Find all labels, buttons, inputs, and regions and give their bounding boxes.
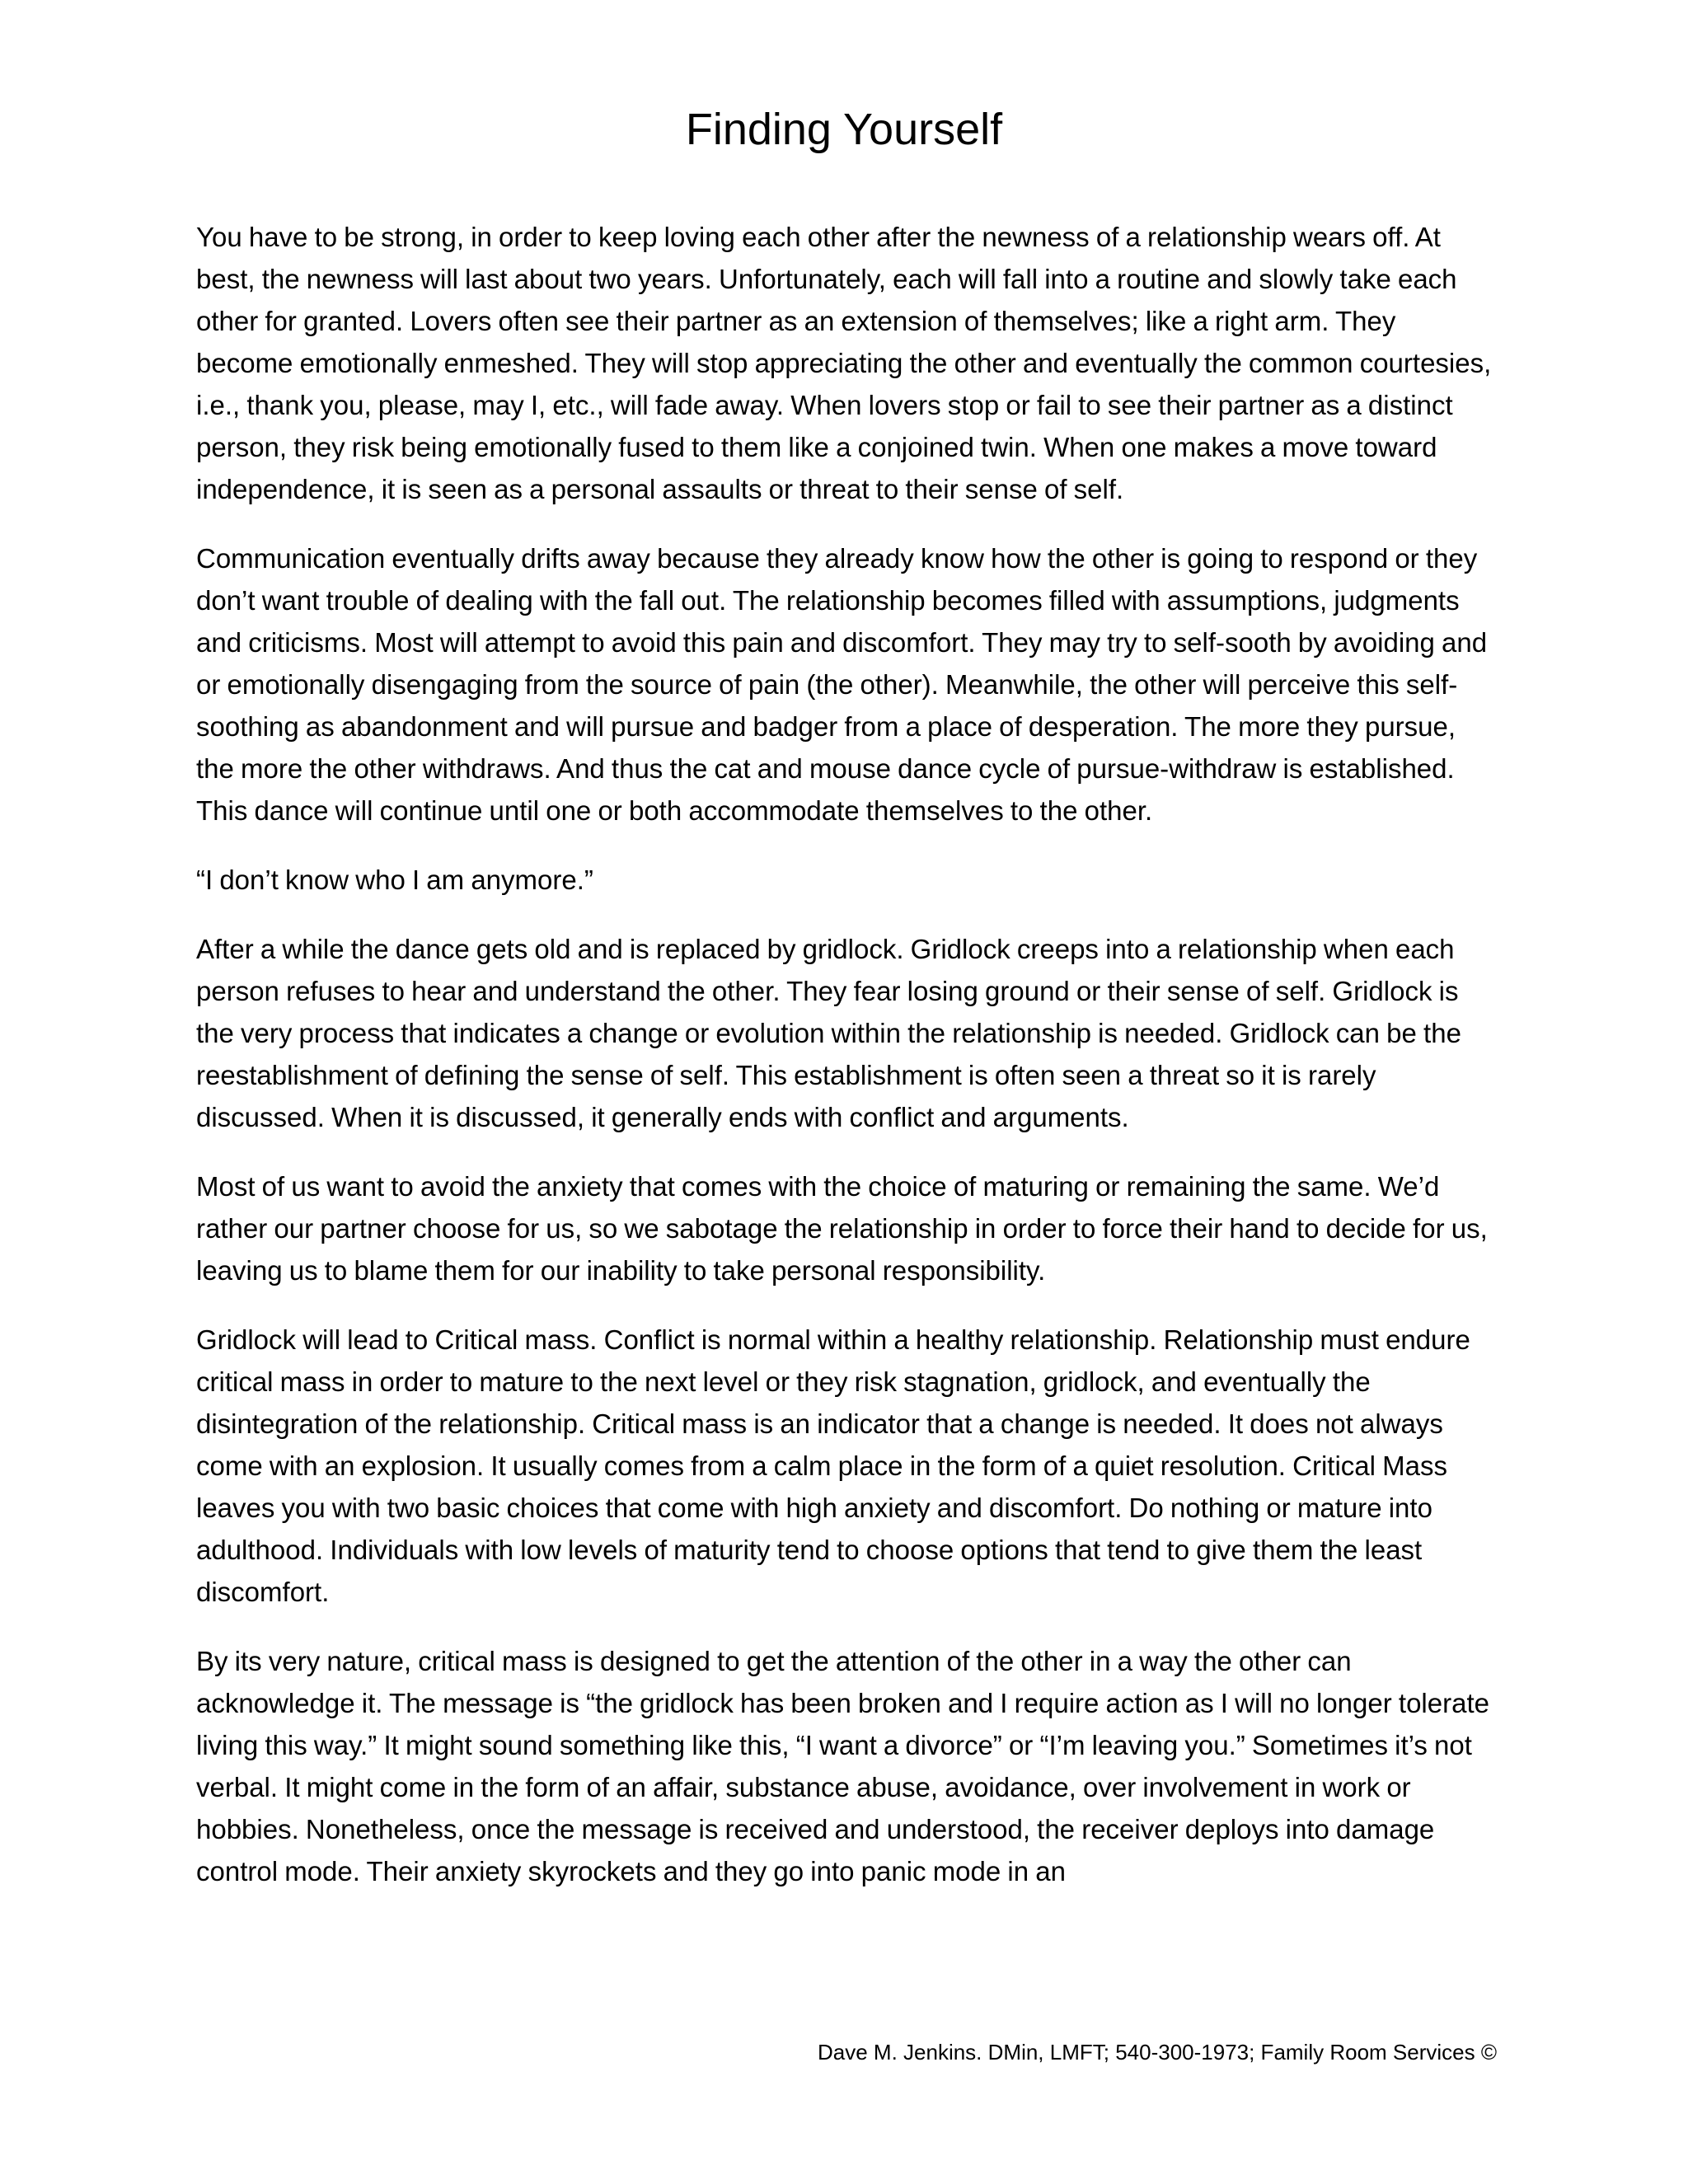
paragraph-critical-mass: Gridlock will lead to Critical mass. Conflict is normal within a healthy relationship. Relationship must endure critical mass in order to mature to the next level or they risk stagnation, gridlock, and eventually the disintegration of the relationship. Critical mass is an indicator that a change is needed. It does not always come with an explosion. It usually comes from a calm place in the form of a quiet resolution. Critical Mass leaves you with two basic choices that come with high anxiety and discomfort. Do nothing or mature into adulthood. Individuals with low levels of maturity tend to choose options that tend to give them the least discomfort. <box>196 1324 1470 1607</box>
paragraph-newness: You have to be strong, in order to keep loving each other after the newness of a relationship wears off. At best, the newness will last about two years. Unfortunately, each will fall into a routine and slowly take each other for granted. Lovers often see their partner as an extension of themselves; like a right arm. They become emotionally enmeshed. They will stop appreciating the other and eventually the common courtesies, i.e., thank you, please, may I, etc., will fade away. When lovers stop or fail to see their partner as a distinct person, they risk being emotionally fused to them like a conjoined twin. When one makes a move toward independence, it is seen as a personal assaults or threat to their sense of self. <box>196 222 1492 504</box>
paragraph-communication: Communication eventually drifts away because they already know how the other is going to respond or they don’t want trouble of dealing with the fall out. The relationship becomes filled with assumptions, judgments and criticisms. Most will attempt to avoid this pain and discomfort. They may try to self-sooth by avoiding and or emotionally disengaging from the source of pain (the other). Meanwhile, the other will perceive this self-soothing as abandonment and will pursue and badger from a place of desperation. The more they pursue, the more the other withdraws. And thus the cat and mouse dance cycle of pursue-withdraw is established. This dance will continue until one or both accommodate themselves to the other. <box>196 543 1488 826</box>
paragraph-gridlock: After a while the dance gets old and is replaced by gridlock. Gridlock creeps into a relationship when each person refuses to hear and understand the other. They fear losing ground or their sense of self. Gridlock is the very process that indicates a change or evolution within the relationship is needed. Gridlock can be the reestablishment of defining the sense of self. This establishment is often seen a threat so it is rarely discussed. When it is discussed, it generally ends with conflict and arguments. <box>196 934 1461 1132</box>
page-title: Finding Yourself <box>685 105 1003 154</box>
paragraph-quote: “I don’t know who I am anymore.” <box>196 865 593 895</box>
paragraph-anxiety: Most of us want to avoid the anxiety that comes with the choice of maturing or remaining the same. We’d rather our partner choose for us, so we sabotage the relationship in order to force their hand to decide for us, leaving us to blame them for our inability to take personal responsibility. <box>196 1171 1488 1286</box>
document-body <box>196 216 1498 1919</box>
page-footer: Dave M. Jenkins. DMin, LMFT; 540-300-1973; Family Room Services © <box>818 2040 1497 2064</box>
paragraph-nature: By its very nature, critical mass is designed to get the attention of the other in a way the other can acknowledge it. The message is “the gridlock has been broken and I require action as I will no longer tolerate living this way.” It might sound something like this, “I want a divorce” or “I’m leaving you.” Sometimes it’s not verbal. It might come in the form of an affair, substance abuse, avoidance, over involvement in work or hobbies. Nonetheless, once the message is received and understood, the receiver deploys into damage control mode. Their anxiety skyrockets and they go into panic mode in an <box>196 1646 1489 1886</box>
